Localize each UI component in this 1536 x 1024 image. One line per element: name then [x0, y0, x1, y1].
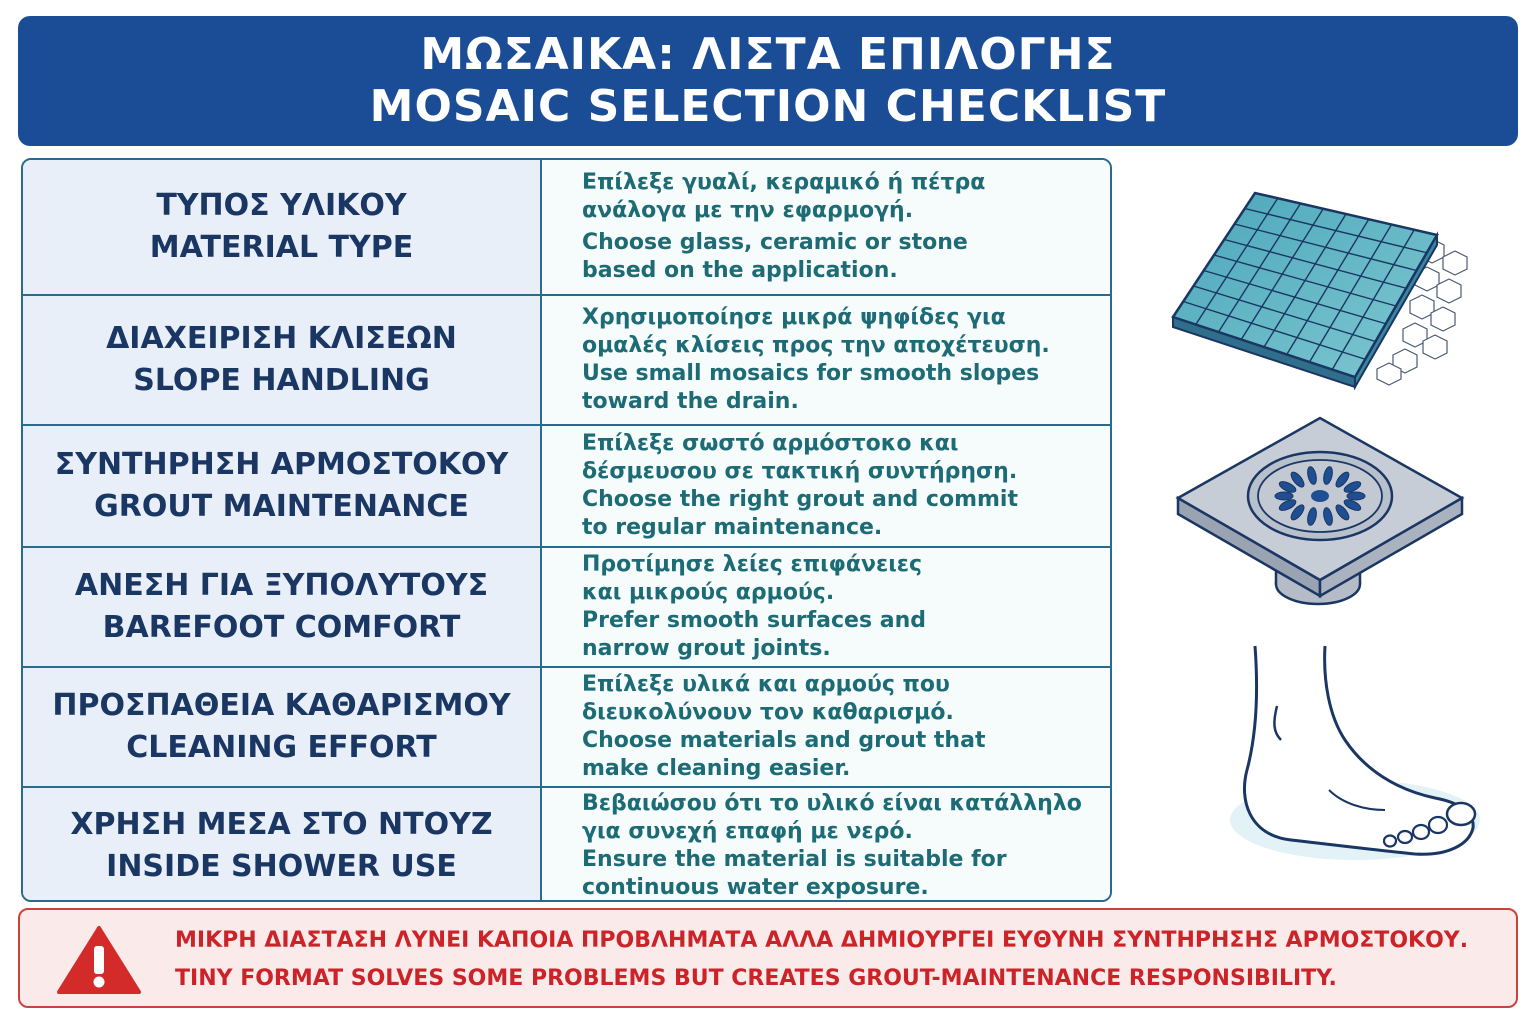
warning-banner — [18, 908, 1518, 1008]
criterion-label-english: BAREFOOT COMFORT — [102, 610, 461, 645]
page-title-english: MOSAIC SELECTION CHECKLIST — [369, 81, 1167, 132]
criterion-label-english: INSIDE SHOWER USE — [106, 849, 457, 884]
warning-triangle-icon — [56, 924, 142, 996]
criterion-label-greek: ΣΥΝΤΗΡΗΣΗ ΑΡΜΟΣΤΟΚΟΥ — [54, 447, 509, 482]
criterion-label-english: MATERIAL TYPE — [149, 230, 414, 265]
description-english-line: based on the application. — [582, 258, 898, 283]
description-greek-line: Χρησιμοποίησε μικρά ψηφίδες για — [582, 305, 1006, 330]
description-greek-line: Επίλεξε σωστό αρμόστοκο και — [582, 431, 959, 456]
description-greek-line: δέσμευσου σε τακτική συντήρηση. — [582, 459, 1018, 484]
description-english-line: Prefer smooth surfaces and — [582, 608, 926, 633]
criterion-description — [542, 160, 1110, 294]
page-title-greek: ΜΩΣΑΙΚΑ: ΛΙΣΤΑ ΕΠΙΛΟΓΗΣ — [420, 29, 1116, 80]
description-english-line: continuous water exposure. — [582, 875, 929, 900]
description-greek-line: Επίλεξε υλικά και αρμούς που — [582, 672, 950, 697]
warning-text-greek: ΜΙΚΡΗ ΔΙΑΣΤΑΣΗ ΛΥΝΕΙ ΚΑΠΟΙΑ ΠΡΟΒΛΗΜΑΤΑ ΑΛΛΑ ΔΗΜΙΟΥΡΓΕΙ ΕΥΘΥΝΗ ΣΥΝΤΗΡΗΣΗΣ ΑΡΜΟΣΤΟΚΟΥ. — [175, 928, 1469, 953]
criterion-label-greek: ΔΙΑΧΕΙΡΙΣΗ ΚΛΙΣΕΩΝ — [106, 321, 457, 356]
checklist-table — [21, 158, 1112, 902]
criterion-description — [542, 788, 1110, 902]
criterion-description — [542, 296, 1110, 424]
description-english-line: Ensure the material is suitable for — [582, 847, 1007, 872]
description-english-line: to regular maintenance. — [582, 515, 883, 540]
description-english-line: make cleaning easier. — [582, 756, 851, 781]
description-english-line: Choose the right grout and commit — [582, 487, 1018, 512]
criterion-label — [23, 296, 542, 424]
mosaic-tile-sheet-icon — [1165, 185, 1475, 390]
description-english-line: Choose glass, ceramic or stone — [582, 230, 968, 255]
criterion-label-english: CLEANING EFFORT — [126, 730, 437, 765]
description-greek-line: ανάλογα με την εφαρμογή. — [582, 198, 914, 223]
description-english-line: narrow grout joints. — [582, 636, 831, 661]
description-greek-line: για συνεχή επαφή με νερό. — [582, 819, 913, 844]
warning-text-english: TINY FORMAT SOLVES SOME PROBLEMS BUT CREATES GROUT-MAINTENANCE RESPONSIBILITY. — [175, 966, 1337, 991]
description-greek-line: Βεβαιώσου ότι το υλικό είναι κατάλληλο — [582, 791, 1082, 816]
bare-foot-icon — [1225, 640, 1485, 865]
criterion-description — [542, 548, 1110, 666]
criterion-label — [23, 426, 542, 546]
criterion-description — [542, 426, 1110, 546]
checklist-row-inside-shower-use — [23, 786, 1110, 902]
checklist-row-barefoot-comfort — [23, 546, 1110, 666]
checklist-row-grout-maintenance — [23, 424, 1110, 546]
criterion-label — [23, 668, 542, 786]
description-english-line: Use small mosaics for smooth slopes — [582, 361, 1040, 386]
criterion-label-greek: ΑΝΕΣΗ ΓΙΑ ΞΥΠΟΛΥΤΟΥΣ — [74, 568, 489, 603]
description-greek-line: ομαλές κλίσεις προς την αποχέτευση. — [582, 333, 1050, 358]
description-english-line: toward the drain. — [582, 389, 799, 414]
criterion-label — [23, 160, 542, 294]
description-greek-line: διευκολύνουν τον καθαρισμό. — [582, 700, 954, 725]
checklist-row-material-type — [23, 160, 1110, 294]
criterion-label-english: GROUT MAINTENANCE — [94, 489, 469, 524]
checklist-row-slope-handling — [23, 294, 1110, 424]
floor-drain-icon — [1170, 412, 1470, 612]
checklist-row-cleaning-effort — [23, 666, 1110, 786]
criterion-description — [542, 668, 1110, 786]
description-greek-line: και μικρούς αρμούς. — [582, 580, 835, 605]
description-english-line: Choose materials and grout that — [582, 728, 986, 753]
criterion-label — [23, 548, 542, 666]
criterion-label-english: SLOPE HANDLING — [133, 363, 430, 398]
criterion-label-greek: ΠΡΟΣΠΑΘΕΙΑ ΚΑΘΑΡΙΣΜΟΥ — [52, 688, 511, 723]
description-greek-line: Προτίμησε λείες επιφάνειες — [582, 552, 923, 577]
criterion-label-greek: ΧΡΗΣΗ ΜΕΣΑ ΣΤΟ ΝΤΟΥΖ — [70, 807, 493, 842]
criterion-label-greek: ΤΥΠΟΣ ΥΛΙΚΟΥ — [156, 188, 407, 223]
page-header — [18, 16, 1518, 146]
description-greek-line: Επίλεξε γυαλί, κεραμικό ή πέτρα — [582, 170, 986, 195]
criterion-label — [23, 788, 542, 902]
